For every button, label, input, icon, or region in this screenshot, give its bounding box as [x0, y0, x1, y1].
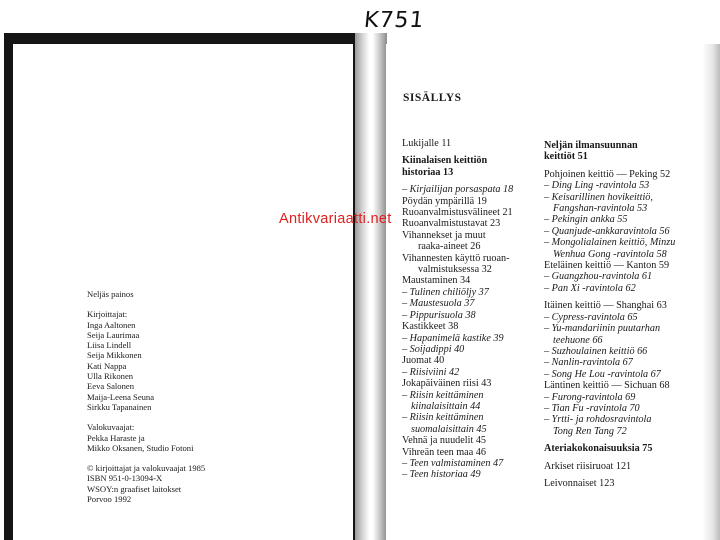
toc-entry: Pöydän ympärillä 19: [402, 195, 487, 207]
toc-entry: Itäinen keittiö — Shanghai 63: [544, 300, 667, 312]
toc-entry: Vihannekset ja muut: [402, 229, 486, 241]
page-edge-shadow: [702, 44, 720, 540]
credit-line: © kirjoittajat ja valokuvaajat 1985: [87, 463, 206, 474]
toc-entry: – Guangzhou-ravintola 61: [544, 271, 653, 283]
toc-entry: Vihannesten käyttö ruoan-: [402, 252, 510, 264]
toc-entry: – Pan Xi -ravintola 62: [544, 282, 636, 294]
toc-entry: – Kirjailijan porsaspata 18: [402, 184, 514, 196]
toc-entry: Tong Ren Tang 72: [553, 425, 627, 437]
toc-entry: – Riisin keittäminen: [402, 412, 484, 424]
toc-entry: – Suzhoulainen keittiö 66: [544, 345, 648, 357]
toc-entry: – Soijadippi 40: [402, 343, 465, 355]
toc-entry: kiinalaisittain 44: [411, 400, 481, 412]
toc-column-1: [402, 138, 512, 481]
toc-entry: Jokapäiväinen riisi 43: [402, 378, 492, 390]
toc-entry: Neljän ilmansuunnan: [544, 140, 638, 151]
toc-column-2: [544, 140, 704, 489]
toc-entry: Maustaminen 34: [402, 275, 471, 287]
toc-entry: – Quanjude-ankkaravintola 56: [544, 225, 670, 237]
credit-line: Sirkku Tapanainen: [87, 401, 152, 412]
credit-line: Pekka Haraste ja: [87, 432, 145, 443]
toc-entry: Leivonnaiset 123: [544, 477, 615, 489]
credit-line: WSOY:n graafiset laitokset: [87, 483, 182, 494]
toc-entry: Kiinalaisen keittiön: [402, 155, 488, 167]
toc-entry: teehuone 66: [553, 334, 603, 346]
toc-entry: – Mongolialainen keittiö, Minzu: [544, 237, 676, 249]
toc-entry: – Tulinen chiliöljy 37: [402, 286, 489, 298]
credit-line: Kirjoittajat:: [87, 309, 128, 320]
credits-block: [87, 289, 337, 504]
toc-entry: – Cypress-ravintola 65: [544, 311, 638, 323]
credit-line: Porvoo 1992: [87, 494, 132, 505]
toc-entry: – Riisin keittäminen: [402, 389, 484, 401]
toc-entry: Arkiset riisiruoat 121: [544, 460, 632, 472]
toc-entry: Kastikkeet 38: [402, 321, 459, 333]
toc-entry: – Riisiviini 42: [402, 366, 460, 378]
toc-entry: – Yu-mandariinin puutarhan: [544, 323, 661, 335]
credit-line: [87, 299, 337, 309]
credit-line: Inga Aaltonen: [87, 319, 136, 330]
toc-entry: raaka-aineet 26: [418, 241, 481, 253]
credit-line: Seija Laurimaa: [87, 329, 140, 340]
toc-entry: – Keisarillinen hovikeittiö,: [544, 191, 653, 203]
credit-line: Valokuvaajat:: [87, 422, 135, 433]
credit-line: [87, 412, 337, 422]
watermark-text: Antikvariaatti.net: [279, 211, 392, 227]
toc-entry: Läntinen keittiö — Sichuan 68: [544, 380, 670, 392]
toc-entry: – Song He Lou -ravintola 67: [544, 368, 661, 380]
book-gutter: [355, 33, 387, 540]
toc-entry: Eteläinen keittiö — Kanton 59: [544, 260, 670, 272]
toc-entry: Juomat 40: [402, 355, 445, 367]
toc-entry: – Ding Ling -ravintola 53: [544, 180, 650, 192]
handwritten-code: K751: [362, 8, 426, 33]
toc-entry: – Teen valmistaminen 47: [402, 457, 504, 469]
toc-entry: Ruoanvalmistustavat 23: [402, 218, 501, 230]
toc-entry: keittiöt 51: [544, 151, 588, 163]
toc-entry: – Nanlin-ravintola 67: [544, 357, 633, 369]
toc-entry: – Yrtti- ja rohdosravintola: [544, 414, 652, 426]
credit-line: Kati Nappa: [87, 360, 127, 371]
credit-line: Liisa Lindell: [87, 340, 132, 351]
toc-entry: – Pippurisuola 38: [402, 309, 476, 321]
toc-entry: historiaa 13: [402, 166, 454, 178]
credit-line: Mikko Oksanen, Studio Fotoni: [87, 442, 194, 453]
credit-line: Neljäs painos: [87, 289, 134, 299]
toc-entry: Fangshan-ravintola 53: [553, 203, 648, 215]
toc-entry: Lukijalle 11: [402, 138, 452, 149]
toc-entry: Wenhua Gong -ravintola 58: [553, 248, 667, 260]
toc-heading: SISÄLLYS: [403, 92, 462, 104]
toc-entry: – Maustesuola 37: [402, 298, 475, 310]
toc-entry: valmistuksessa 32: [418, 264, 492, 276]
toc-entry: – Hapanimelä kastike 39: [402, 332, 504, 344]
toc-entry: Ateriakokonaisuuksia 75: [544, 443, 653, 455]
toc-entry: Vehnä ja nuudelit 45: [402, 435, 487, 447]
credit-line: [87, 453, 337, 463]
credit-line: Maija-Leena Seuna: [87, 391, 155, 402]
credit-line: Eeva Salonen: [87, 381, 135, 392]
toc-entry: Ruoanvalmistusvälineet 21: [402, 207, 513, 219]
toc-entry: suomalaisittain 45: [411, 423, 487, 435]
toc-entry: Pohjoinen keittiö — Peking 52: [544, 168, 671, 180]
toc-entry: – Furong-ravintola 69: [544, 391, 636, 403]
toc-entry: Vihreän teen maa 46: [402, 446, 486, 458]
credit-line: Seija Mikkonen: [87, 350, 142, 361]
toc-entry: – Pekingin ankka 55: [544, 214, 628, 226]
toc-entry: – Tian Fu -ravintola 70: [544, 402, 640, 414]
toc-entry: – Teen historiaa 49: [402, 469, 481, 481]
credit-line: Ulla Rikonen: [87, 371, 134, 382]
credit-line: ISBN 951-0-13094-X: [87, 473, 163, 484]
